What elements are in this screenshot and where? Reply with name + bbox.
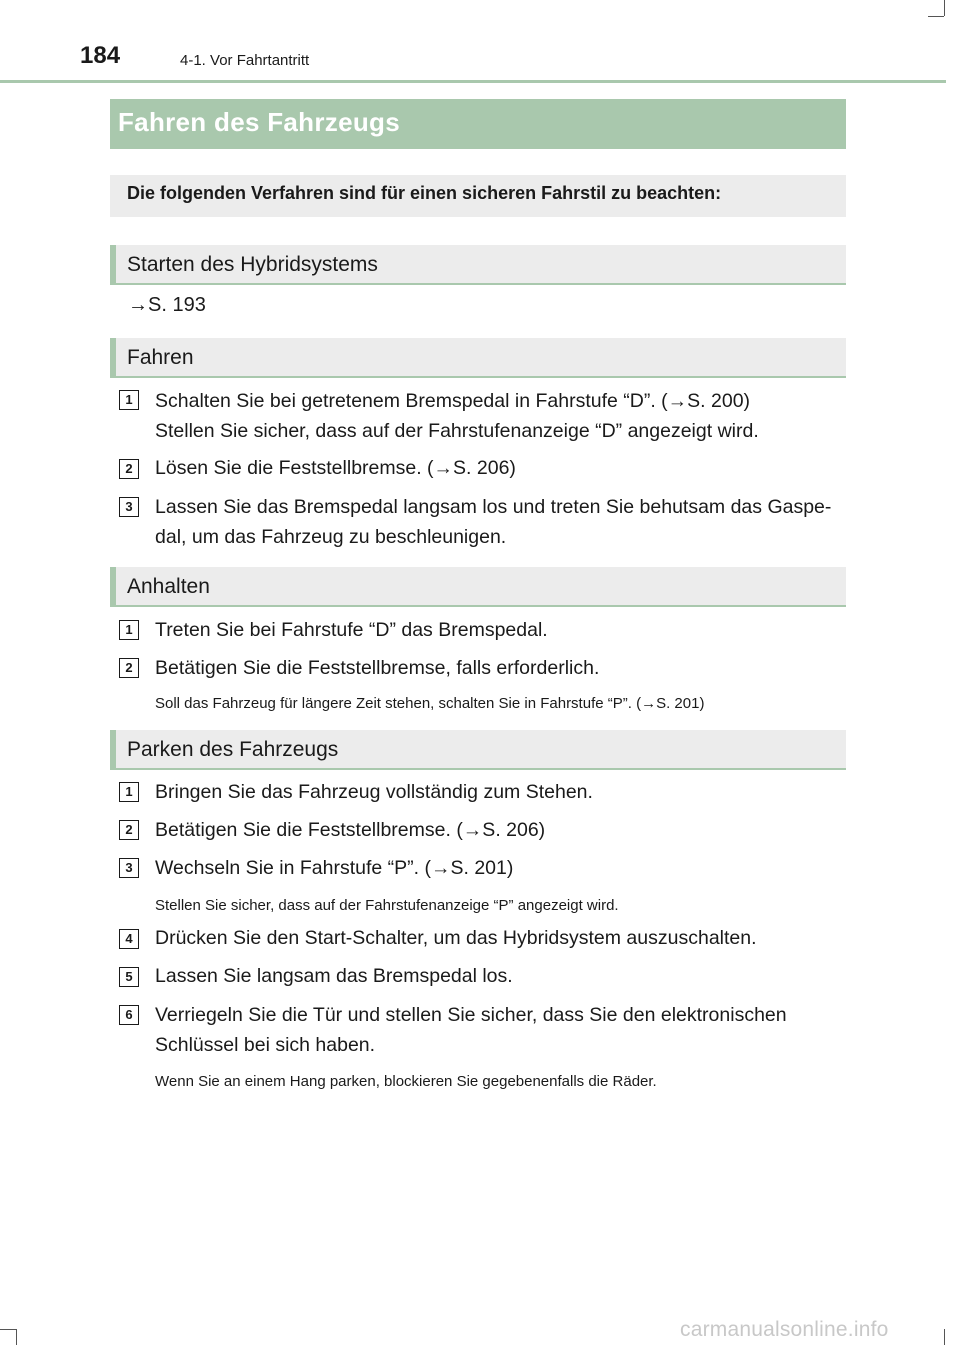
step-line: Stellen Sie sicher, dass auf der Fahrstufenanzeige “D” angezeigt wird. bbox=[155, 420, 759, 442]
step-line: Schlüssel bei sich haben. bbox=[155, 1034, 376, 1056]
step-text: Betätigen Sie die Feststellbremse. (→S. 206) bbox=[155, 819, 546, 841]
page-title: Fahren des Fahrzeugs bbox=[110, 99, 846, 149]
step-text bbox=[155, 1000, 840, 1060]
step-number: 6 bbox=[119, 1005, 139, 1025]
step-line: Schalten Sie bei getretenem Bremspedal in Fahrstufe “D”. (→S. 200) bbox=[155, 390, 751, 412]
heading-park: Parken des Fahrzeugs bbox=[110, 730, 846, 770]
watermark: carmanualsonline.info bbox=[680, 1318, 889, 1341]
step-line: Verriegeln Sie die Tür und stellen Sie sicher, dass Sie den elektronischen bbox=[155, 1004, 787, 1026]
start-reference: →S. 193 bbox=[128, 294, 206, 316]
crop-mark-top-right-h bbox=[928, 16, 944, 17]
step-text: Drücken Sie den Start-Schalter, um das Hybridsystem auszuschalten. bbox=[155, 927, 757, 949]
step-number: 5 bbox=[119, 967, 139, 987]
step-line: Lassen Sie das Bremspedal langsam los und treten Sie behutsam das Gaspe- bbox=[155, 496, 832, 518]
step-number: 4 bbox=[119, 929, 139, 949]
step-text: Treten Sie bei Fahrstufe “D” das Bremspedal. bbox=[155, 619, 548, 641]
intro-box: Die folgenden Verfahren sind für einen sicheren Fahrstil zu beachten: bbox=[110, 175, 846, 217]
step-text: Lösen Sie die Feststellbremse. (→S. 206) bbox=[155, 457, 516, 479]
step-number: 1 bbox=[119, 390, 139, 410]
step-number: 3 bbox=[119, 858, 139, 878]
step-number: 1 bbox=[119, 620, 139, 640]
step-line: dal, um das Fahrzeug zu beschleunigen. bbox=[155, 526, 507, 548]
crop-mark-bottom-left bbox=[16, 1329, 17, 1345]
step-number: 2 bbox=[119, 459, 139, 479]
step-note: Wenn Sie an einem Hang parken, blockieren Sie gegebenenfalls die Räder. bbox=[155, 1073, 657, 1090]
heading-drive: Fahren bbox=[110, 338, 846, 378]
step-note: Soll das Fahrzeug für längere Zeit stehen, schalten Sie in Fahrstufe “P”. (→S. 201) bbox=[155, 695, 705, 712]
step-text: Lassen Sie langsam das Bremspedal los. bbox=[155, 965, 513, 987]
step-text: Bringen Sie das Fahrzeug vollständig zum Stehen. bbox=[155, 781, 593, 803]
step-text bbox=[155, 386, 840, 446]
step-note: Stellen Sie sicher, dass auf der Fahrstufenanzeige “P” angezeigt wird. bbox=[155, 897, 619, 914]
section-label: 4-1. Vor Fahrtantritt bbox=[180, 52, 310, 69]
crop-mark-bottom-right bbox=[944, 1329, 945, 1345]
heading-stop: Anhalten bbox=[110, 567, 846, 607]
page-number: 184 bbox=[80, 42, 121, 69]
step-number: 2 bbox=[119, 658, 139, 678]
step-text bbox=[155, 492, 840, 552]
crop-mark-top-right bbox=[944, 0, 945, 16]
step-number: 2 bbox=[119, 820, 139, 840]
header-divider bbox=[0, 80, 946, 83]
crop-mark-bottom-left-h bbox=[0, 1329, 16, 1330]
step-number: 1 bbox=[119, 782, 139, 802]
step-number: 3 bbox=[119, 497, 139, 517]
step-text: Wechseln Sie in Fahrstufe “P”. (→S. 201) bbox=[155, 857, 514, 879]
step-text: Betätigen Sie die Feststellbremse, falls erforderlich. bbox=[155, 657, 600, 679]
heading-start: Starten des Hybridsystems bbox=[110, 245, 846, 285]
